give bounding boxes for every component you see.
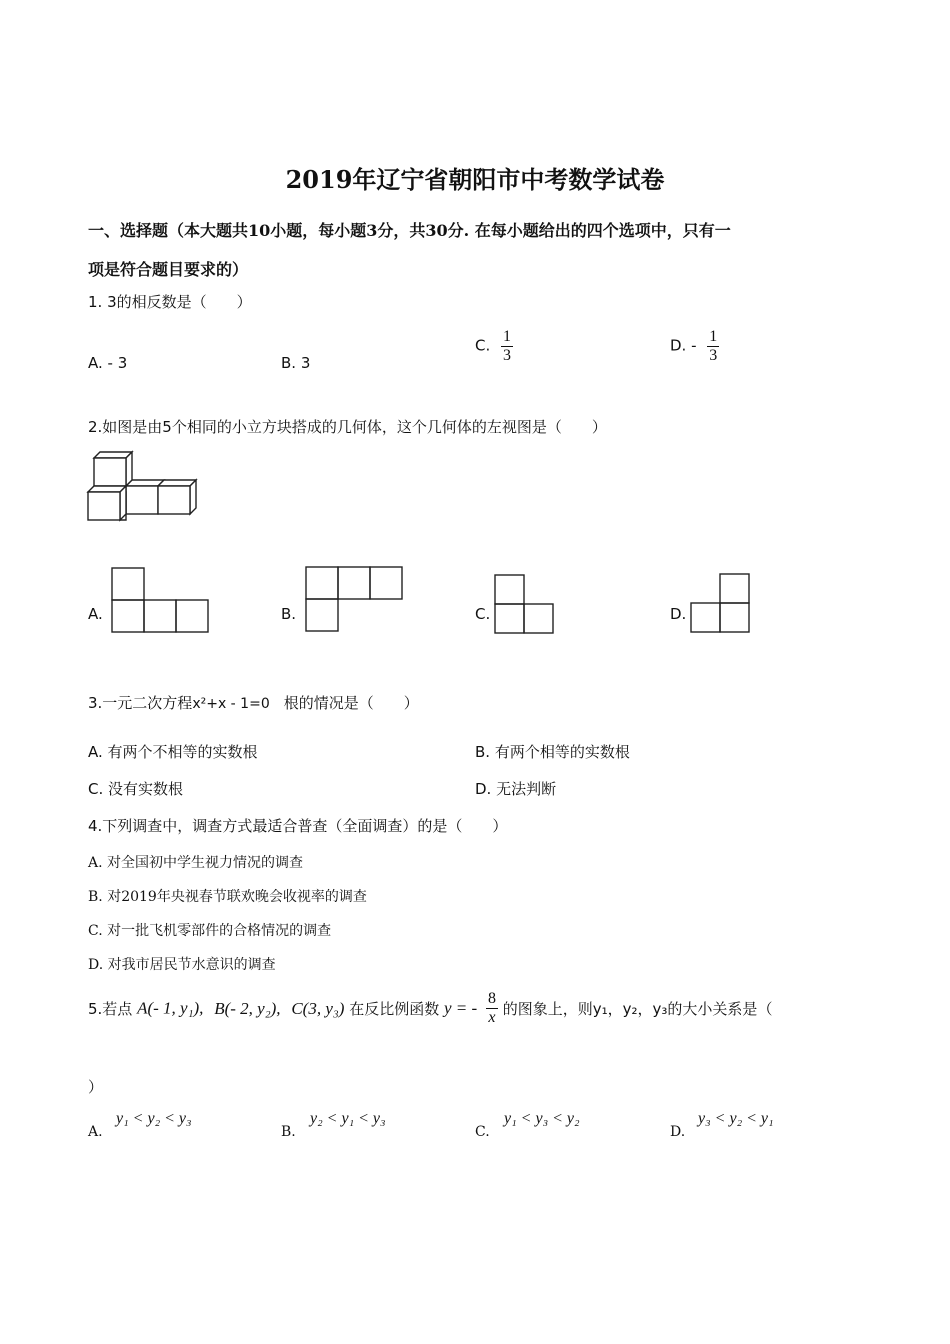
- question-4-stem: 4.下列调查中，调查方式最适合普查（全面调查）的是（ ）: [88, 817, 508, 835]
- q1-option-c-fraction: [501, 328, 513, 365]
- q1-option-c: [475, 328, 513, 365]
- q5-point-c: C(3, y₃): [291, 998, 345, 1018]
- q3-equation: x²+x - 1=0: [192, 696, 270, 712]
- q5-suffix: 的图象上，则y₁，y₂，y₃的大小关系是（: [502, 1000, 773, 1018]
- question-1-stem: 1. 3的相反数是（ ）: [88, 293, 252, 311]
- section-heading-line1: 一、选择题（本大题共10小题，每小题3分，共30分. 在每小题给出的四个选项中，只有一: [88, 221, 731, 240]
- fraction-denominator: x: [486, 1008, 498, 1027]
- question-5-stem: [88, 990, 772, 1027]
- q3-option-b: B. 有两个相等的实数根: [475, 743, 630, 761]
- q5-option-a-label: A.: [88, 1124, 103, 1140]
- q3-option-d: D. 无法判断: [475, 780, 557, 798]
- q2-option-a-view: [111, 567, 211, 633]
- fraction-numerator: 1: [503, 328, 512, 345]
- q2-option-a-label: A.: [88, 605, 103, 623]
- section-heading-line2: 项是符合题目要求的）: [88, 260, 249, 279]
- q5-option-b-label: B.: [281, 1124, 296, 1140]
- fraction-numerator: 1: [709, 328, 718, 345]
- q5-option-a: y₁ < y₂ < y₃: [116, 1110, 192, 1127]
- q5-option-b: y₂ < y₁ < y₃: [310, 1110, 386, 1127]
- q5-close-paren: ）: [88, 1078, 104, 1096]
- q4-option-a: A. 对全国初中学生视力情况的调查: [88, 855, 304, 871]
- q5-option-d-label: D.: [670, 1124, 686, 1140]
- q5-option-d: y₃ < y₂ < y₁: [698, 1110, 774, 1127]
- q5-function-fraction: [486, 990, 498, 1027]
- q1-option-d: [670, 328, 719, 365]
- q4-option-b: B. 对2019年央视春节联欢晚会收视率的调查: [88, 889, 367, 905]
- q2-option-c-label: C.: [475, 605, 491, 623]
- q1-option-c-label: C.: [475, 336, 491, 355]
- q2-option-d-label: D.: [670, 605, 687, 623]
- q2-option-c-view: [494, 574, 556, 634]
- q4-option-d: D. 对我市居民节水意识的调查: [88, 957, 276, 973]
- q2-option-d-view: [690, 573, 752, 633]
- q1-option-a: A. - 3: [88, 354, 128, 372]
- q3-option-c: C. 没有实数根: [88, 780, 184, 798]
- q5-option-c-label: C.: [475, 1124, 490, 1140]
- cube-solid-figure: [86, 450, 204, 524]
- q1-option-d-label: D. -: [670, 336, 697, 355]
- q5-function-lhs: y = -: [444, 998, 478, 1018]
- question-3-stem: [88, 692, 419, 713]
- q1-option-b: B. 3: [281, 354, 311, 372]
- q5-option-c: y₁ < y₃ < y₂: [504, 1110, 580, 1127]
- fraction-numerator: 8: [487, 990, 496, 1007]
- q1-option-d-fraction: [707, 328, 719, 365]
- q5-mid: 在反比例函数: [349, 1000, 440, 1018]
- fraction-denominator: 3: [503, 347, 512, 364]
- q2-option-b-view: [305, 566, 405, 632]
- fraction-denominator: 3: [709, 347, 718, 364]
- q3-stem-prefix: 3.一元二次方程: [88, 694, 193, 712]
- q5-prefix: 5.若点: [88, 1000, 133, 1018]
- q5-point-b: B(- 2, y₂),: [214, 998, 281, 1018]
- q5-point-a: A(- 1, y₁),: [137, 998, 204, 1018]
- q3-option-a: A. 有两个不相等的实数根: [88, 743, 258, 761]
- q4-option-c: C. 对一批飞机零部件的合格情况的调查: [88, 923, 332, 939]
- question-2-stem: 2.如图是由5个相同的小立方块搭成的几何体，这个几何体的左视图是（ ）: [88, 418, 607, 436]
- page-title: 2019年辽宁省朝阳市中考数学试卷: [285, 165, 665, 194]
- q2-option-b-label: B.: [281, 605, 297, 623]
- q3-stem-suffix: 根的情况是（ ）: [283, 694, 419, 712]
